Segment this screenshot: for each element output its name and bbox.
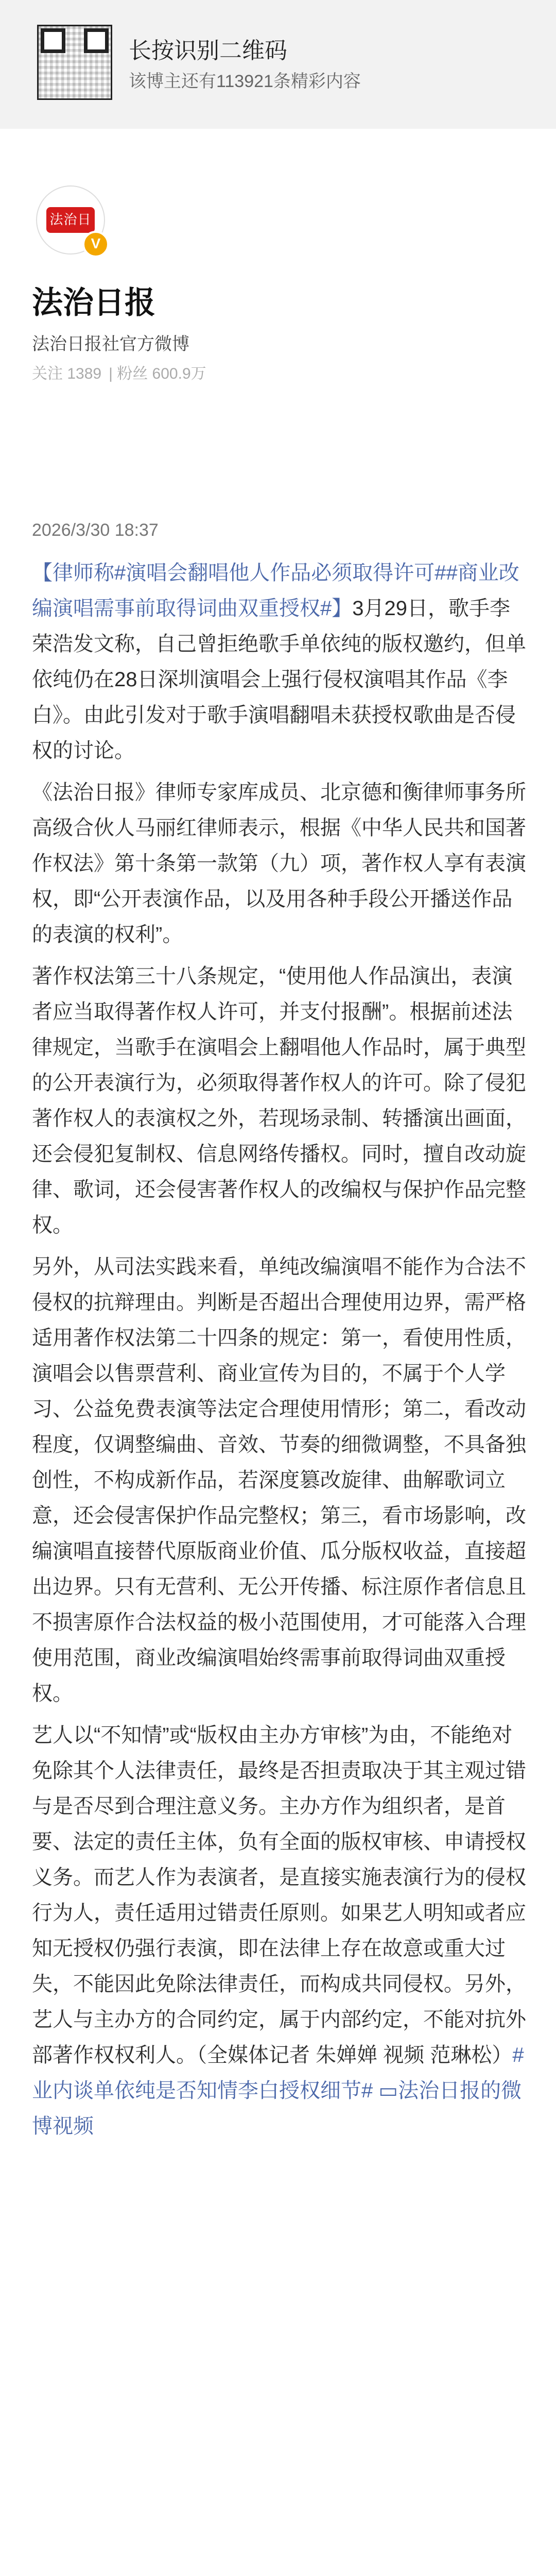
account-name[interactable]: 法治日报 [32,285,155,320]
paragraph-1-text: 3月29日，歌手李荣浩发文称，自己曾拒绝歌手单依纯的版权邀约，但单依纯仍在28日深圳演唱会上强行侵权演唱其作品《李白》。由此引发对于歌手演唱翻唱未获授权歌曲是否侵权的讨论。 [32,597,526,762]
paragraph-1 [32,555,526,769]
verified-badge-icon: V [82,231,109,258]
top-qr-banner [0,0,556,129]
account-bio: 法治日报社官方微博 [32,334,189,354]
followers-count[interactable]: 粉丝 600.9万 [117,365,206,382]
video-link-icon[interactable]: ▭ [378,2079,398,2102]
account-stats: 关注 1389 | 粉丝 600.9万 [32,365,206,382]
following-count[interactable]: 关注 1389 [32,365,102,382]
paragraph-4: 另外，从司法实践来看，单纯改编演唱不能作为合法不侵权的抗辩理由。判断是否超出合理使用边界，需严格适用著作权法第二十四条的规定：第一，看使用性质，演唱会以售票营利、商业宣传为目的，不属于个人学习、公益免费表演等法定合理使用情形；第二，看改动程度，仅调整编曲、音效、节奏的细微调整，不具备独创性，不构成新作品，若深度篡改旋律、曲解歌词立意，还会侵害保护作品完整权；第三，看市场影响，改编演唱直接替代原版商业价值、瓜分版权收益，直接超出边界。只有无营利、无公开传播、标注原作者信息且不损害原作合法权益的极小范围使用，才可能落入合理使用范围，商业改编演唱始终需事前取得词曲双重授权。 [32,1256,526,1705]
post-body [32,555,526,2150]
banner-subtitle: 该博主还有113921条精彩内容 [129,72,361,91]
avatar-logo: 法治日报 [46,207,95,233]
paragraph-5 [32,1718,526,2144]
qr-code-icon[interactable] [37,25,112,100]
post-timestamp: 2026/3/30 18:37 [32,520,159,540]
paragraph-3: 著作权法第三十八条规定，“使用他人作品演出，表演者应当取得著作权人许可，并支付报酬”。根据前述法律规定，当歌手在演唱会上翻唱他人作品时，属于典型的公开表演行为，必须取得著作权人的许可。除了侵犯著作权人的表演权之外，若现场录制、转播演出画面，还会侵犯复制权、信息网络传播权。同时，擅自改动旋律、歌词，还会侵害著作权人的改编权与保护作品完整权。 [32,965,526,1236]
video-link[interactable]: 法治日报的微博视频 [32,2079,522,2138]
topic-link[interactable]: #业内谈单依纯是否知情李白授权细节# [32,2044,524,2102]
banner-title: 长按识别二维码 [129,38,287,63]
hashtag-link[interactable]: 【律师称#演唱会翻唱他人作品必须取得许可##商业改编演唱需事前取得词曲双重授权#】 [32,562,519,620]
paragraph-5-text: 艺人以“不知情”或“版权由主办方审核”为由，不能绝对免除其个人法律责任，最终是否担责取决于其主观过错与是否尽到合理注意义务。主办方作为组织者，是首要、法定的责任主体，负有全面的版权审核、申请授权义务。而艺人作为表演者，是直接实施表演行为的侵权行为人，责任适用过错责任原则。如果艺人明知或者应知无授权仍强行表演，即在法律上存在故意或重大过失，不能因此免除法律责任，而构成共同侵权。另外，艺人与主办方的合同约定，属于内部约定，不能对抗外部著作权权利人。（全媒体记者 朱婵婵 视频 范琳松） [32,1724,526,2066]
paragraph-2: 《法治日报》律师专家库成员、北京德和衡律师事务所高级合伙人马丽红律师表示，根据《中华人民共和国著作权法》第十条第一款第（九）项，著作权人享有表演权，即“公开表演作品，以及用各种手段公开播送作品的表演的权利”。 [32,781,526,946]
